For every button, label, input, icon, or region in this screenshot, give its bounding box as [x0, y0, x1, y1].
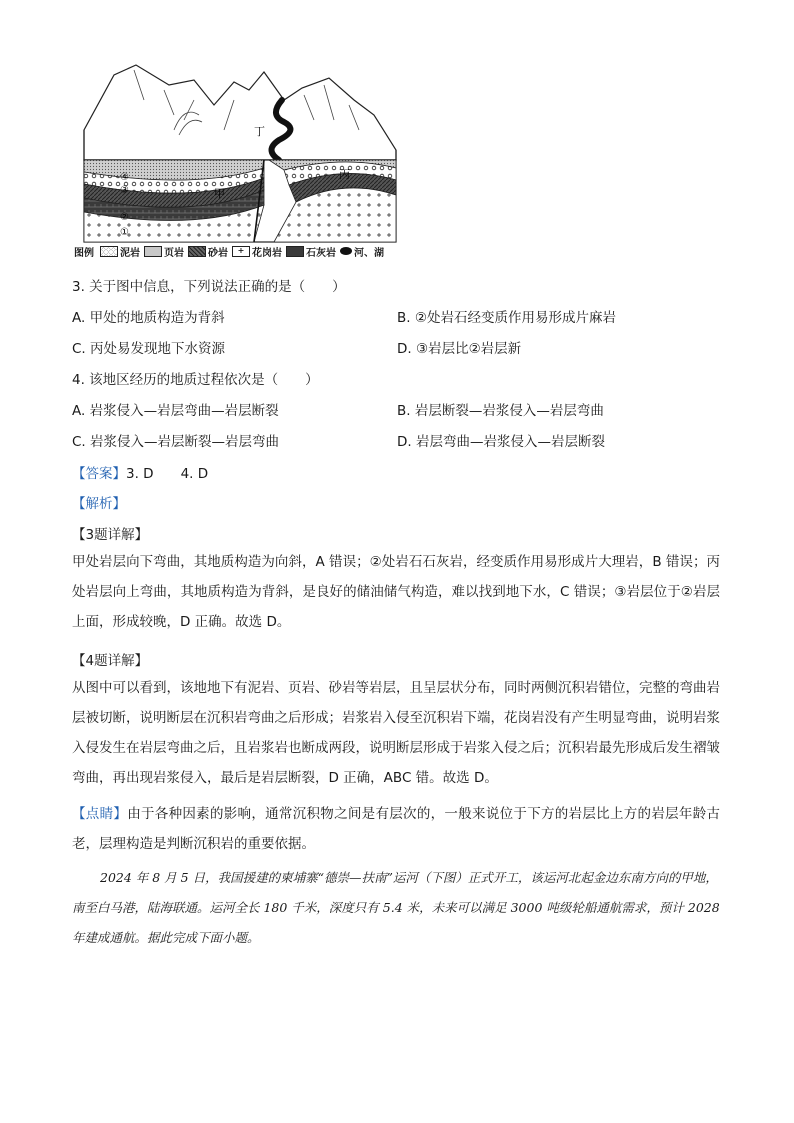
- question-3-option-c: C. 丙处易发现地下水资源: [72, 341, 226, 357]
- detail-4-body: 从图中可以看到，该地地下有泥岩、页岩、砂岩等岩层，且呈层状分布，同时两侧沉积岩错位，完整的弯曲岩层被切断，说明断层在沉积岩弯曲之后形成；岩浆岩入侵至沉积岩下端，花岗岩没有产生明显弯曲，说明岩浆入侵发生在岩层弯曲之后，且岩浆岩也断成两段，说明断层形成于岩浆入侵之后；沉积岩最先形成后发生褶皱弯曲，再出现岩浆侵入，最后是岩层断裂，D 正确，ABC 错。故选 D。: [72, 680, 720, 786]
- limestone-swatch: [286, 246, 304, 257]
- answer-tag: 【答案】: [72, 466, 126, 482]
- question-4-option-a: A. 岩浆侵入—岩层弯曲—岩层断裂: [72, 403, 279, 419]
- label-1: ①: [120, 227, 129, 238]
- mountain-range: [84, 65, 396, 160]
- detail-4-title: 【4题详解】: [72, 653, 149, 669]
- question-3-option-d: D. ③岩层比②岩层新: [397, 341, 522, 357]
- legend-item-granite: + 花岗岩: [232, 244, 282, 259]
- legend-item-limestone: 石灰岩: [286, 244, 336, 259]
- label-4: ④: [120, 172, 129, 183]
- figure-legend: [74, 242, 404, 260]
- label-jia: 甲: [214, 187, 225, 200]
- legend-item-river-lake: 河、湖: [340, 244, 384, 259]
- label-3: ③: [120, 185, 129, 196]
- question-3-option-b: B. ②处岩石经变质作用易形成片麻岩: [397, 310, 616, 326]
- analysis-row: [72, 492, 126, 512]
- shale-swatch: [144, 246, 162, 257]
- geology-block-diagram: [74, 60, 404, 260]
- question-4-option-c: C. 岩浆侵入—岩层断裂—岩层弯曲: [72, 434, 280, 450]
- tip-tag: 【点睛】: [72, 806, 128, 822]
- mudstone-swatch: [100, 246, 118, 257]
- label-bing: 丙: [339, 168, 350, 181]
- detail-3-body: 甲处岩层向下弯曲，其地质构造为向斜，A 错误；②处岩石石灰岩，经变质作用易形成片大理岩，B 错误；丙处岩层向上弯曲，其地质构造为背斜，是良好的储油储气构造，难以找到地下水，C 错误；③岩层位于②岩层上面，形成较晚，D 正确。故选 D。: [72, 554, 720, 630]
- detail-3-title: 【3题详解】: [72, 527, 149, 543]
- river-lake-icon: [340, 247, 352, 255]
- legend-title: 图例: [74, 247, 94, 259]
- granite-swatch: +: [232, 246, 250, 257]
- question-4-stem: 4. 该地区经历的地质过程依次是（ ）: [72, 372, 319, 388]
- label-ding: 丁: [254, 125, 265, 138]
- answer-row: [72, 462, 208, 482]
- tip-body: 由于各种因素的影响，通常沉积物之间是有层次的，一般来说位于下方的岩层比上方的岩层年龄古老，层理构造是判断沉积岩的重要依据。: [72, 806, 721, 852]
- question-3-stem: 3. 关于图中信息，下列说法正确的是（ ）: [72, 279, 346, 295]
- legend-item-mudstone: 泥岩: [100, 244, 140, 259]
- tip-paragraph: [72, 799, 720, 859]
- label-2: ②: [120, 212, 129, 223]
- analysis-tag: 【解析】: [72, 496, 126, 512]
- answer-text: 3. D 4. D: [126, 466, 209, 482]
- question-3-option-a: A. 甲处的地质构造为背斜: [72, 310, 225, 326]
- sandstone-swatch: [188, 246, 206, 257]
- question-4-option-b: B. 岩层断裂—岩浆侵入—岩层弯曲: [397, 403, 604, 419]
- legend-item-shale: 页岩: [144, 244, 184, 259]
- legend-item-sandstone: 砂岩: [188, 244, 228, 259]
- canal-passage: 2024 年 8 月 5 日，我国援建的柬埔寨“德崇—扶南”运河（下图）正式开工，该运河北起金边东南方向的甲地，南至白马港，陆海联通。运河全长 180 千米，深度只有 5.4 米，未来可以满足 3000 吨级轮船通航需求，预计 2028 年建成通航。据此完成下面小题。: [72, 870, 720, 945]
- question-4-option-d: D. 岩层弯曲—岩浆侵入—岩层断裂: [397, 434, 605, 450]
